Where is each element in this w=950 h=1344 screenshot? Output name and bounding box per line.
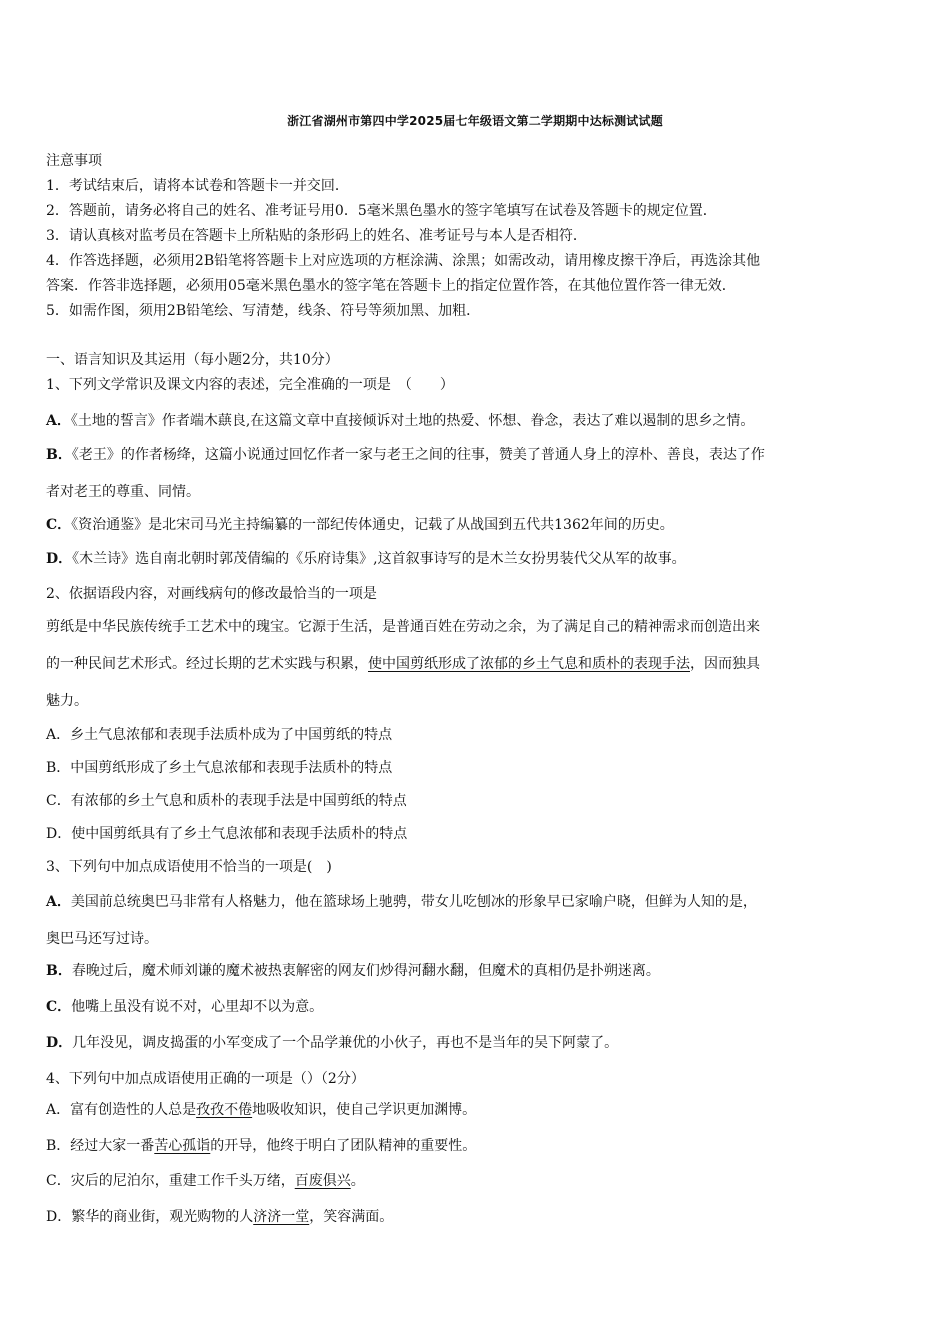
q2-passage-line-2 — [46, 655, 760, 673]
option-label: C． — [46, 999, 72, 1015]
q1-option-a — [46, 412, 754, 430]
q1-option-c — [46, 516, 674, 534]
q4-option-c — [46, 1172, 365, 1190]
option-text: 的开导，他终于明白了团队精神的重要性。 — [210, 1138, 477, 1154]
idiom: 孜孜不倦 — [196, 1102, 253, 1118]
q2-stem: 2、依据语段内容，对画线病句的修改最恰当的一项是 — [46, 586, 377, 602]
underlined-sentence: 使中国剪纸形成了浓郁的乡土气息和质朴的表现手法 — [368, 656, 690, 672]
option-text: 美国前总统奥巴马非常有人格魅力，他在篮球场上驰骋，带女儿吃刨冰的形象早已家喻户晓，但鲜为人知的是， — [70, 894, 757, 910]
q1-option-d — [46, 550, 686, 568]
page-title: 浙江省湖州市第四中学2025届七年级语文第二学期期中达标测试试题 — [287, 114, 663, 128]
option-text: 《土地的誓言》作者端木蕻良,在这篇文章中直接倾诉对土地的热爱、怀想、眷念，表达了难以遏制的思乡之情。 — [70, 413, 755, 429]
option-text: 几年没见，调皮捣蛋的小军变成了一个品学兼优的小伙子，再也不是当年的吴下阿蒙了。 — [72, 1035, 619, 1051]
option-text: ，笑容满面。 — [309, 1209, 394, 1225]
option-text: C．灾后的尼泊尔，重建工作千头万绪， — [46, 1173, 295, 1189]
option-text: 他嘴上虽没有说不对，心里却不以为意。 — [71, 999, 324, 1015]
passage-text: 的一种民间艺术形式。经过长期的艺术实践与积累， — [46, 656, 368, 672]
idiom: 苦心孤诣 — [154, 1138, 211, 1154]
option-text: 地吸收知识，使自己学识更加渊博。 — [252, 1102, 477, 1118]
q2-option-a: A．乡土气息浓郁和表现手法质朴成为了中国剪纸的特点 — [46, 727, 393, 743]
option-text: 《木兰诗》选自南北朝时郭茂倩编的《乐府诗集》,这首叙事诗写的是木兰女扮男装代父从军的故事。 — [72, 551, 686, 567]
option-text: 。 — [350, 1173, 365, 1189]
q3-option-c — [46, 998, 323, 1016]
q2-passage-line-1: 剪纸是中华民族传统手工艺术中的瑰宝。它源于生活，是普通百姓在劳动之余，为了满足自己的精神需求而创造出来 — [46, 619, 760, 635]
q1-option-b — [46, 446, 765, 464]
notice-item-4: 4．作答选择题，必须用2B铅笔将答题卡上对应选项的方框涂满、涂黑；如需改动，请用橡皮擦干净后，再选涂其他 — [46, 253, 761, 269]
q2-passage-line-3: 魅力。 — [46, 693, 88, 709]
notice-item-4-cont: 答案．作答非选择题，必须用05毫米黑色墨水的签字笔在答题卡上的指定位置作答，在其他位置作答一律无效． — [46, 278, 736, 294]
q3-option-a-cont: 奥巴马还写过诗。 — [46, 931, 158, 947]
passage-text: ，因而独具 — [690, 656, 760, 672]
option-label: B． — [46, 447, 72, 463]
option-label: D． — [46, 551, 73, 567]
q1-stem: 1、下列文学常识及课文内容的表述，完全准确的一项是 （ ） — [46, 377, 454, 393]
q4-option-a — [46, 1101, 476, 1119]
option-text: D．繁华的商业街，观光购物的人 — [46, 1209, 254, 1225]
q2-option-d: D．使中国剪纸具有了乡土气息浓郁和表现手法质朴的特点 — [46, 826, 408, 842]
notice-item-3: 3．请认真核对监考员在答题卡上所粘贴的条形码上的姓名、准考证号与本人是否相符． — [46, 228, 587, 244]
q2-option-c: C．有浓郁的乡土气息和质朴的表现手法是中国剪纸的特点 — [46, 793, 407, 809]
option-label: D． — [46, 1035, 73, 1051]
q4-option-d — [46, 1208, 393, 1226]
notice-item-5: 5．如需作图，须用2B铅笔绘、写清楚，线条、符号等须加黑、加粗． — [46, 303, 481, 319]
section-heading: 一、语言知识及其运用（每小题2分，共10分） — [46, 352, 339, 368]
option-label: B． — [46, 963, 72, 979]
option-text: 春晚过后，魔术师刘谦的魔术被热衷解密的网友们炒得河翻水翻，但魔术的真相仍是扑朔迷离。 — [71, 963, 660, 979]
option-label: A． — [46, 413, 71, 429]
q3-option-b — [46, 962, 660, 980]
q3-option-a — [46, 893, 757, 911]
q3-stem: 3、下列句中加点成语使用不恰当的一项是( ) — [46, 859, 332, 875]
q1-option-b-cont: 者对老王的尊重、同情。 — [46, 484, 200, 500]
option-text: B．经过大家一番 — [46, 1138, 155, 1154]
idiom: 济济一堂 — [253, 1209, 310, 1225]
q3-option-d — [46, 1034, 618, 1052]
q2-option-b: B．中国剪纸形成了乡土气息浓郁和表现手法质朴的特点 — [46, 760, 393, 776]
notice-item-2: 2．答题前，请务必将自己的姓名、准考证号用0．5毫米黑色墨水的签字笔填写在试卷及答题卡的规定位置． — [46, 203, 717, 219]
notice-item-1: 1．考试结束后，请将本试卷和答题卡一并交回． — [46, 178, 349, 194]
q4-stem: 4、下列句中加点成语使用正确的一项是（）（2分） — [46, 1071, 365, 1087]
q4-option-b — [46, 1137, 476, 1155]
idiom: 百废俱兴 — [294, 1173, 351, 1189]
option-text: A．富有创造性的人总是 — [46, 1102, 197, 1118]
option-text: 《老王》的作者杨绛，这篇小说通过回忆作者一家与老王之间的往事，赞美了普通人身上的淳朴、善良，表达了作 — [71, 447, 765, 463]
option-label: A． — [46, 894, 71, 910]
notice-heading: 注意事项 — [46, 153, 102, 169]
option-text: 《资治通鉴》是北宋司马光主持编纂的一部纪传体通史，记载了从战国到五代共1362年间的历史。 — [71, 517, 674, 533]
option-label: C． — [46, 517, 72, 533]
